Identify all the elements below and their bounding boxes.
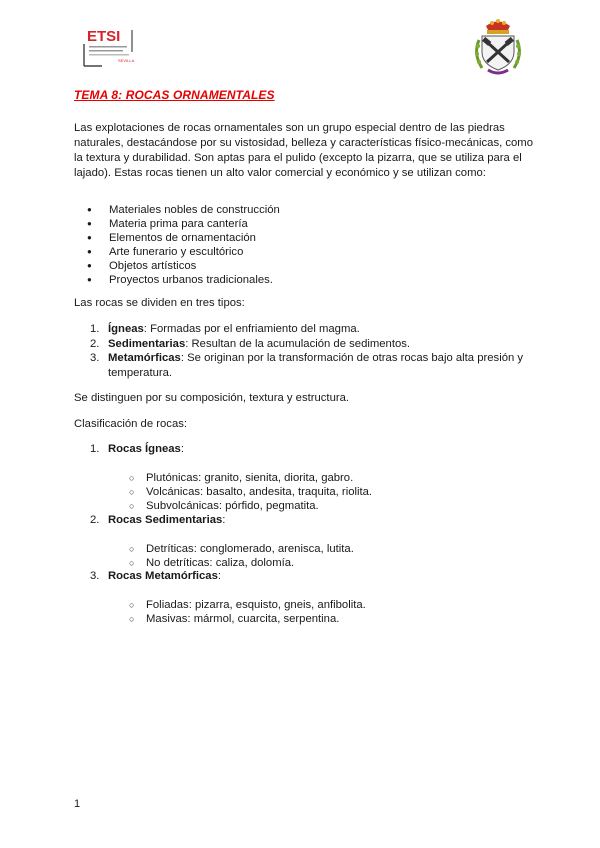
list-item: ● Arte funerario y escultórico	[74, 245, 280, 259]
uses-list	[74, 203, 280, 287]
list-item: 1. Ígneas: Formadas por el enfriamiento del magma.	[90, 323, 360, 335]
distinguish-paragraph: Se distinguen por su composición, textura y estructura.	[74, 392, 350, 404]
list-item: ○ Masivas: mármol, cuarcita, serpentina.	[74, 612, 544, 626]
divide-paragraph: Las rocas se dividen en tres tipos:	[74, 297, 245, 309]
classification-metamorphic: 3. Rocas Metamórficas: ○ Foliadas: pizarra, esquisto, gneis, anfibolita. ○ Masivas: mármol, cuarcita, serpentina.	[74, 569, 544, 626]
list-item: ● Materiales nobles de construcción	[74, 203, 280, 217]
list-item: ○ Plutónicas: granito, sienita, diorita, gabro.	[74, 471, 544, 485]
list-item: ● Elementos de ornamentación	[74, 231, 280, 245]
mining-crest-icon	[470, 16, 526, 78]
classification-sedimentary: 2. Rocas Sedimentarias: ○ Detríticas: conglomerado, arenisca, lutita. ○ No detríticas: caliza, dolomía.	[74, 513, 544, 570]
list-item: 2. Sedimentarias: Resultan de la acumulación de sedimentos.	[90, 337, 411, 350]
list-item: ○ Detríticas: conglomerado, arenisca, lutita.	[74, 542, 544, 556]
list-item: ○ Volcánicas: basalto, andesita, traquita, riolita.	[74, 485, 544, 499]
page-number: 1	[74, 798, 81, 810]
list-item: ● Objetos artísticos	[74, 259, 280, 273]
page-title: TEMA 8: ROCAS ORNAMENTALES	[74, 88, 275, 102]
type-name: Metamórficas	[108, 352, 181, 364]
etsi-logo	[82, 26, 142, 72]
intro-paragraph: Las explotaciones de rocas ornamentales son un grupo especial dentro de las piedras naturales, destacándose por su vistosidad, belleza y características físico-mecánicas, como la textura y durabilidad. Son aptas para el pulido (excepto la pizarra, que se utiliza para el lajado). Estas rocas tienen un alto valor comercial y económico y se utilizan como:	[74, 122, 533, 179]
etsi-logo-text: ETSI	[87, 28, 121, 45]
list-item: ● Proyectos urbanos tradicionales.	[74, 273, 280, 287]
classification-heading: Clasificación de rocas:	[74, 418, 188, 430]
classification-igneous: 1. Rocas Ígneas: ○ Plutónicas: granito, sienita, diorita, gabro. ○ Volcánicas: basalto, andesita, traquita, riolita. ○ Subvolcánicas: pórfido, pegmatita.	[74, 442, 544, 513]
list-item: ○ No detríticas: caliza, dolomía.	[74, 556, 544, 570]
list-item: ○ Foliadas: pizarra, esquisto, gneis, anfibolita.	[74, 598, 544, 612]
list-item: 3. Metamórficas: Se originan por la transformación de otras rocas bajo alta presión y temperatura.	[90, 352, 524, 379]
list-item: ○ Subvolcánicas: pórfido, pegmatita.	[74, 499, 544, 513]
type-name: Sedimentarias	[108, 337, 186, 350]
type-name: Ígneas	[108, 323, 144, 335]
list-item: ● Materia prima para cantería	[74, 217, 280, 231]
svg-text:SEVILLA: SEVILLA	[118, 58, 135, 63]
rock-types-list	[74, 322, 534, 380]
